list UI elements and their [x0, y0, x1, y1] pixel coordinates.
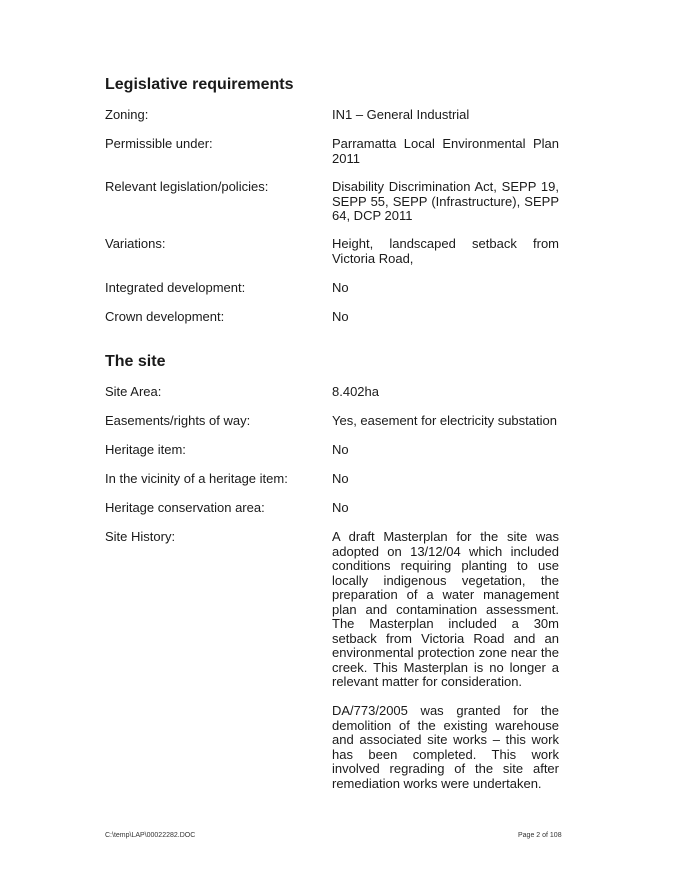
row-label: In the vicinity of a heritage item:	[105, 471, 288, 486]
row-value: No	[332, 442, 349, 457]
row-label: Permissible under:	[105, 136, 213, 151]
row-label: Integrated development:	[105, 280, 246, 295]
site-heading: The site	[105, 353, 166, 370]
row-label: Heritage item:	[105, 442, 186, 457]
row-label: Crown development:	[105, 309, 225, 324]
row-value: IN1 – General Industrial	[332, 107, 470, 122]
row-label: Site Area:	[105, 384, 162, 399]
row-value: No	[332, 500, 349, 515]
row-label: Heritage conservation area:	[105, 500, 265, 515]
legislative-heading: Legislative requirements	[105, 76, 294, 93]
row-value: 8.402ha	[332, 384, 379, 399]
row-value: No	[332, 280, 349, 295]
row-label: Easements/rights of way:	[105, 413, 251, 428]
row-value: Yes, easement for electricity substation	[332, 413, 557, 428]
row-value: Parramatta Local Environmental Plan 2011	[332, 136, 559, 166]
row-label: Zoning:	[105, 107, 149, 122]
row-label: Site History:	[105, 529, 176, 544]
row-value: Height, landscaped setback from Victoria Road,	[332, 236, 559, 266]
row-label: Variations:	[105, 236, 166, 251]
footer-page-number: Page 2 of 108	[518, 832, 562, 839]
row-value: Disability Discrimination Act, SEPP 19, SEPP 55, SEPP (Infrastructure), SEPP 64, DCP 2011	[332, 179, 559, 223]
site-history-paragraph-2: DA/773/2005 was granted for the demolition of the existing warehouse and associated site works – this work has been completed. This work involved regrading of the site after remediation works were undertaken.	[332, 703, 559, 791]
row-value: No	[332, 309, 349, 324]
row-value: No	[332, 471, 349, 486]
footer-file-path: C:\temp\LAP\00022282.DOC	[105, 832, 196, 839]
row-value: A draft Masterplan for the site was adopted on 13/12/04 which included conditions requiring planting to use locally indigenous vegetation, the preparation of a water management plan and contamination assessment. The Masterplan included a 30m setback from Victoria Road and an environmental protection zone near the creek. This Masterplan is no longer a relevant matter for consideration.	[332, 529, 559, 689]
row-label: Relevant legislation/policies:	[105, 179, 269, 194]
